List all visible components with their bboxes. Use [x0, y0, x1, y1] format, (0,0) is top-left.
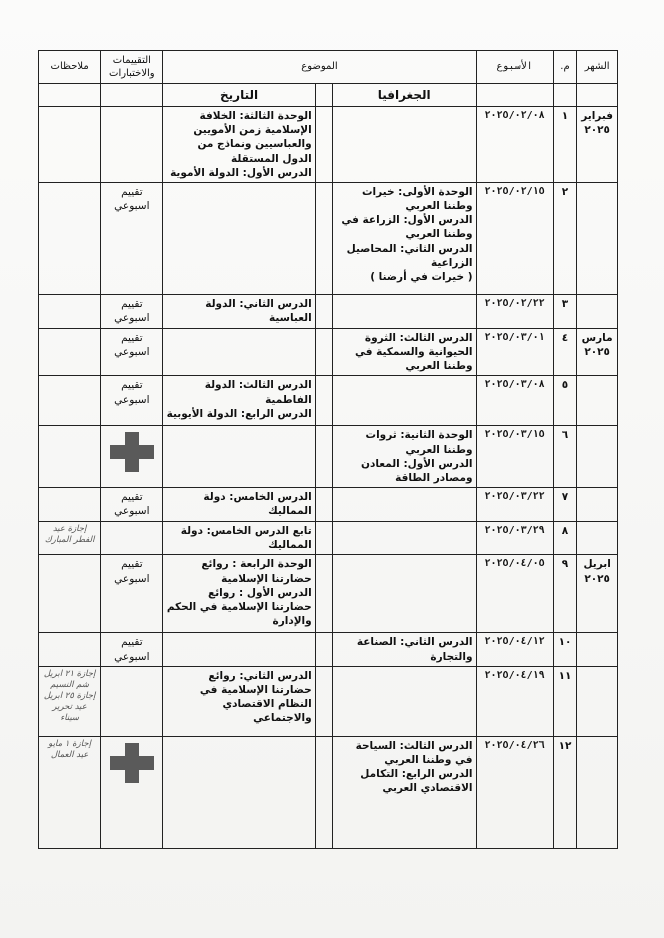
notes-cell — [39, 736, 101, 848]
num-cell: ٩ — [553, 555, 577, 633]
geography-line: ( خيرات في أرضنا ) — [370, 270, 473, 283]
header-num: م. — [553, 51, 577, 84]
num-cell: ٥ — [553, 376, 577, 426]
geography-cell — [332, 666, 476, 736]
week-cell: ٢٠٢٥/٠٣/٢٩ — [476, 522, 553, 555]
num-cell: ١٢ — [553, 736, 577, 848]
gap-cell — [315, 488, 332, 522]
geography-cell — [332, 426, 476, 488]
evaluation-cell: تقييم اسبوعي — [101, 376, 163, 426]
history-cell — [163, 736, 315, 848]
month-cell: فبراير ٢٠٢٥ — [577, 107, 618, 183]
num-cell: ١٠ — [553, 633, 577, 666]
num-cell: ٧ — [553, 488, 577, 522]
history-line: الدرس الأول: الدولة الأموية — [170, 166, 312, 179]
gap-cell — [315, 376, 332, 426]
geography-line: الدرس الأول: المعادن ومصادر الطاقة — [360, 457, 473, 484]
notes-cell — [39, 522, 101, 555]
subheader-history: التاريخ — [163, 84, 315, 107]
header-notes: ملاحظات — [39, 51, 101, 84]
geography-cell — [332, 328, 476, 376]
notes-cell — [39, 182, 101, 294]
num-cell: ٦ — [553, 426, 577, 488]
history-cell — [163, 555, 315, 633]
geography-cell — [332, 294, 476, 328]
history-cell — [163, 294, 315, 328]
header-month: الشهر — [577, 51, 618, 84]
notes-cell — [39, 294, 101, 328]
week-cell: ٢٠٢٥/٠٤/٢٦ — [476, 736, 553, 848]
schedule-table — [38, 50, 618, 849]
gap-cell — [315, 426, 332, 488]
history-line: الوحدة الرابعة : روائع حضارتنا الإسلامية — [201, 558, 312, 585]
month-cell — [577, 522, 618, 555]
header-row — [39, 51, 618, 84]
geography-cell — [332, 633, 476, 666]
history-line: الوحدة الثالثة: الخلافة الإسلامية زمن الأمويين والعباسيين ونماذج من الدول المستقلة — [193, 110, 312, 165]
geography-line: الدرس الثالث: الثروة الحيوانية والسمكية في وطننا العربي — [354, 331, 473, 373]
subheader-geography: الجغرافيا — [332, 84, 476, 107]
table-row — [39, 107, 618, 183]
week-cell: ٢٠٢٥/٠٣/٢٢ — [476, 488, 553, 522]
evaluation-cell — [101, 666, 163, 736]
notes-cell — [39, 426, 101, 488]
history-cell — [163, 488, 315, 522]
week-cell: ٢٠٢٥/٠٤/٠٥ — [476, 555, 553, 633]
table-row — [39, 633, 618, 666]
header-evaluations: التقييمات والاختبارات — [101, 51, 163, 84]
evaluation-cell: تقييم اسبوعي — [101, 294, 163, 328]
week-cell: ٢٠٢٥/٠٣/١٥ — [476, 426, 553, 488]
geography-cell — [332, 555, 476, 633]
num-cell: ٢ — [553, 182, 577, 294]
holiday-note: إجازة عيد الفطر المبارك — [44, 524, 95, 546]
evaluation-cell — [101, 426, 163, 488]
geography-cell — [332, 522, 476, 555]
month-cell — [577, 182, 618, 294]
geography-line: الوحدة الثانية: ثروات وطننا العربي — [365, 429, 473, 456]
holiday-note: إجازة ٢١ ابريل شم النسيم إجازة ٢٥ ابريل عيد تحرير سيناء — [43, 668, 96, 723]
history-cell — [163, 666, 315, 736]
notes-cell — [39, 376, 101, 426]
history-cell — [163, 182, 315, 294]
num-cell: ١١ — [553, 666, 577, 736]
gap-cell — [315, 328, 332, 376]
history-line: الدرس الثاني: الدولة العباسية — [205, 297, 312, 325]
month-cell — [577, 376, 618, 426]
notes-cell — [39, 555, 101, 633]
history-line: الدرس الثالث: الدولة الفاطمية — [204, 379, 312, 406]
holiday-note: إجازة ١ مايو عيد العمال — [48, 738, 91, 760]
week-cell: ٢٠٢٥/٠٢/٢٢ — [476, 294, 553, 328]
history-line: الدرس الرابع: الدولة الأيوبية — [166, 407, 312, 420]
geography-cell — [332, 182, 476, 294]
geography-cell — [332, 376, 476, 426]
gap-cell — [315, 107, 332, 183]
notes-cell — [39, 328, 101, 376]
month-cell — [577, 736, 618, 848]
month-cell: مارس ٢٠٢٥ — [577, 328, 618, 376]
history-line: الدرس الثاني: روائع حضارتنا الإسلامية في النظام الاقتصادي والاجتماعي — [199, 669, 312, 725]
evaluation-cell — [101, 522, 163, 555]
week-cell: ٢٠٢٥/٠٣/٠١ — [476, 328, 553, 376]
history-line: الدرس الأول : روائع حضارتنا الإسلامية في الحكم والإدارة — [166, 586, 312, 628]
geography-line: الدرس الرابع: التكامل الاقتصادي العربي — [360, 768, 473, 795]
geography-line: الدرس الثاني: المحاصيل الزراعية — [346, 242, 473, 269]
evaluation-cell — [101, 107, 163, 183]
evaluation-cell — [101, 736, 163, 848]
geography-cell — [332, 736, 476, 848]
geography-line: الدرس الثاني: الصناعة والتجارة — [356, 636, 473, 663]
week-cell: ٢٠٢٥/٠٤/١٢ — [476, 633, 553, 666]
cross-stamp-icon — [110, 432, 154, 472]
table-row — [39, 488, 618, 522]
header-week: الأسبوع — [476, 51, 553, 84]
month-cell — [577, 633, 618, 666]
month-cell — [577, 294, 618, 328]
evaluation-cell: تقييم اسبوعي — [101, 633, 163, 666]
evaluation-cell: تقييم اسبوعي — [101, 182, 163, 294]
num-cell: ١ — [553, 107, 577, 183]
evaluation-cell: تقييم اسبوعي — [101, 488, 163, 522]
num-cell: ٨ — [553, 522, 577, 555]
geography-line: الوحدة الأولى: خيرات وطننا العربي — [361, 185, 473, 213]
week-cell: ٢٠٢٥/٠٢/٠٨ — [476, 107, 553, 183]
table-row — [39, 522, 618, 555]
gap-cell — [315, 736, 332, 848]
num-cell: ٣ — [553, 294, 577, 328]
history-cell — [163, 522, 315, 555]
subheader-row — [39, 84, 618, 107]
history-line: الدرس الخامس: دولة المماليك — [203, 491, 312, 518]
week-cell: ٢٠٢٥/٠٢/١٥ — [476, 182, 553, 294]
table-row — [39, 294, 618, 328]
num-cell: ٤ — [553, 328, 577, 376]
history-cell — [163, 633, 315, 666]
notes-cell — [39, 107, 101, 183]
month-cell: ابريل ٢٠٢٥ — [577, 555, 618, 633]
notes-cell — [39, 633, 101, 666]
week-cell: ٢٠٢٥/٠٣/٠٨ — [476, 376, 553, 426]
month-cell — [577, 488, 618, 522]
history-cell — [163, 426, 315, 488]
table-row — [39, 328, 618, 376]
notes-cell — [39, 666, 101, 736]
gap-cell — [315, 633, 332, 666]
geography-line: الدرس الأول: الزراعة في وطننا العربي — [341, 214, 473, 241]
table-row — [39, 182, 618, 294]
table-row — [39, 426, 618, 488]
notes-cell — [39, 488, 101, 522]
gap-cell — [315, 666, 332, 736]
month-cell — [577, 666, 618, 736]
evaluation-cell: تقييم اسبوعي — [101, 328, 163, 376]
table-row — [39, 736, 618, 848]
gap-cell — [315, 294, 332, 328]
table-row — [39, 666, 618, 736]
geography-cell — [332, 488, 476, 522]
week-cell: ٢٠٢٥/٠٤/١٩ — [476, 666, 553, 736]
history-cell — [163, 107, 315, 183]
gap-cell — [315, 522, 332, 555]
geography-line: الدرس الثالث: السياحة في وطننا العربي — [355, 739, 473, 766]
history-cell — [163, 328, 315, 376]
table-row — [39, 376, 618, 426]
evaluation-cell: تقييم اسبوعي — [101, 555, 163, 633]
geography-cell — [332, 107, 476, 183]
history-cell — [163, 376, 315, 426]
header-topic: الموضوع — [163, 51, 476, 84]
month-cell — [577, 426, 618, 488]
gap-cell — [315, 182, 332, 294]
cross-stamp-icon — [110, 743, 154, 783]
history-line: تابع الدرس الخامس: دولة المماليك — [180, 525, 312, 552]
table-row — [39, 555, 618, 633]
gap-cell — [315, 555, 332, 633]
